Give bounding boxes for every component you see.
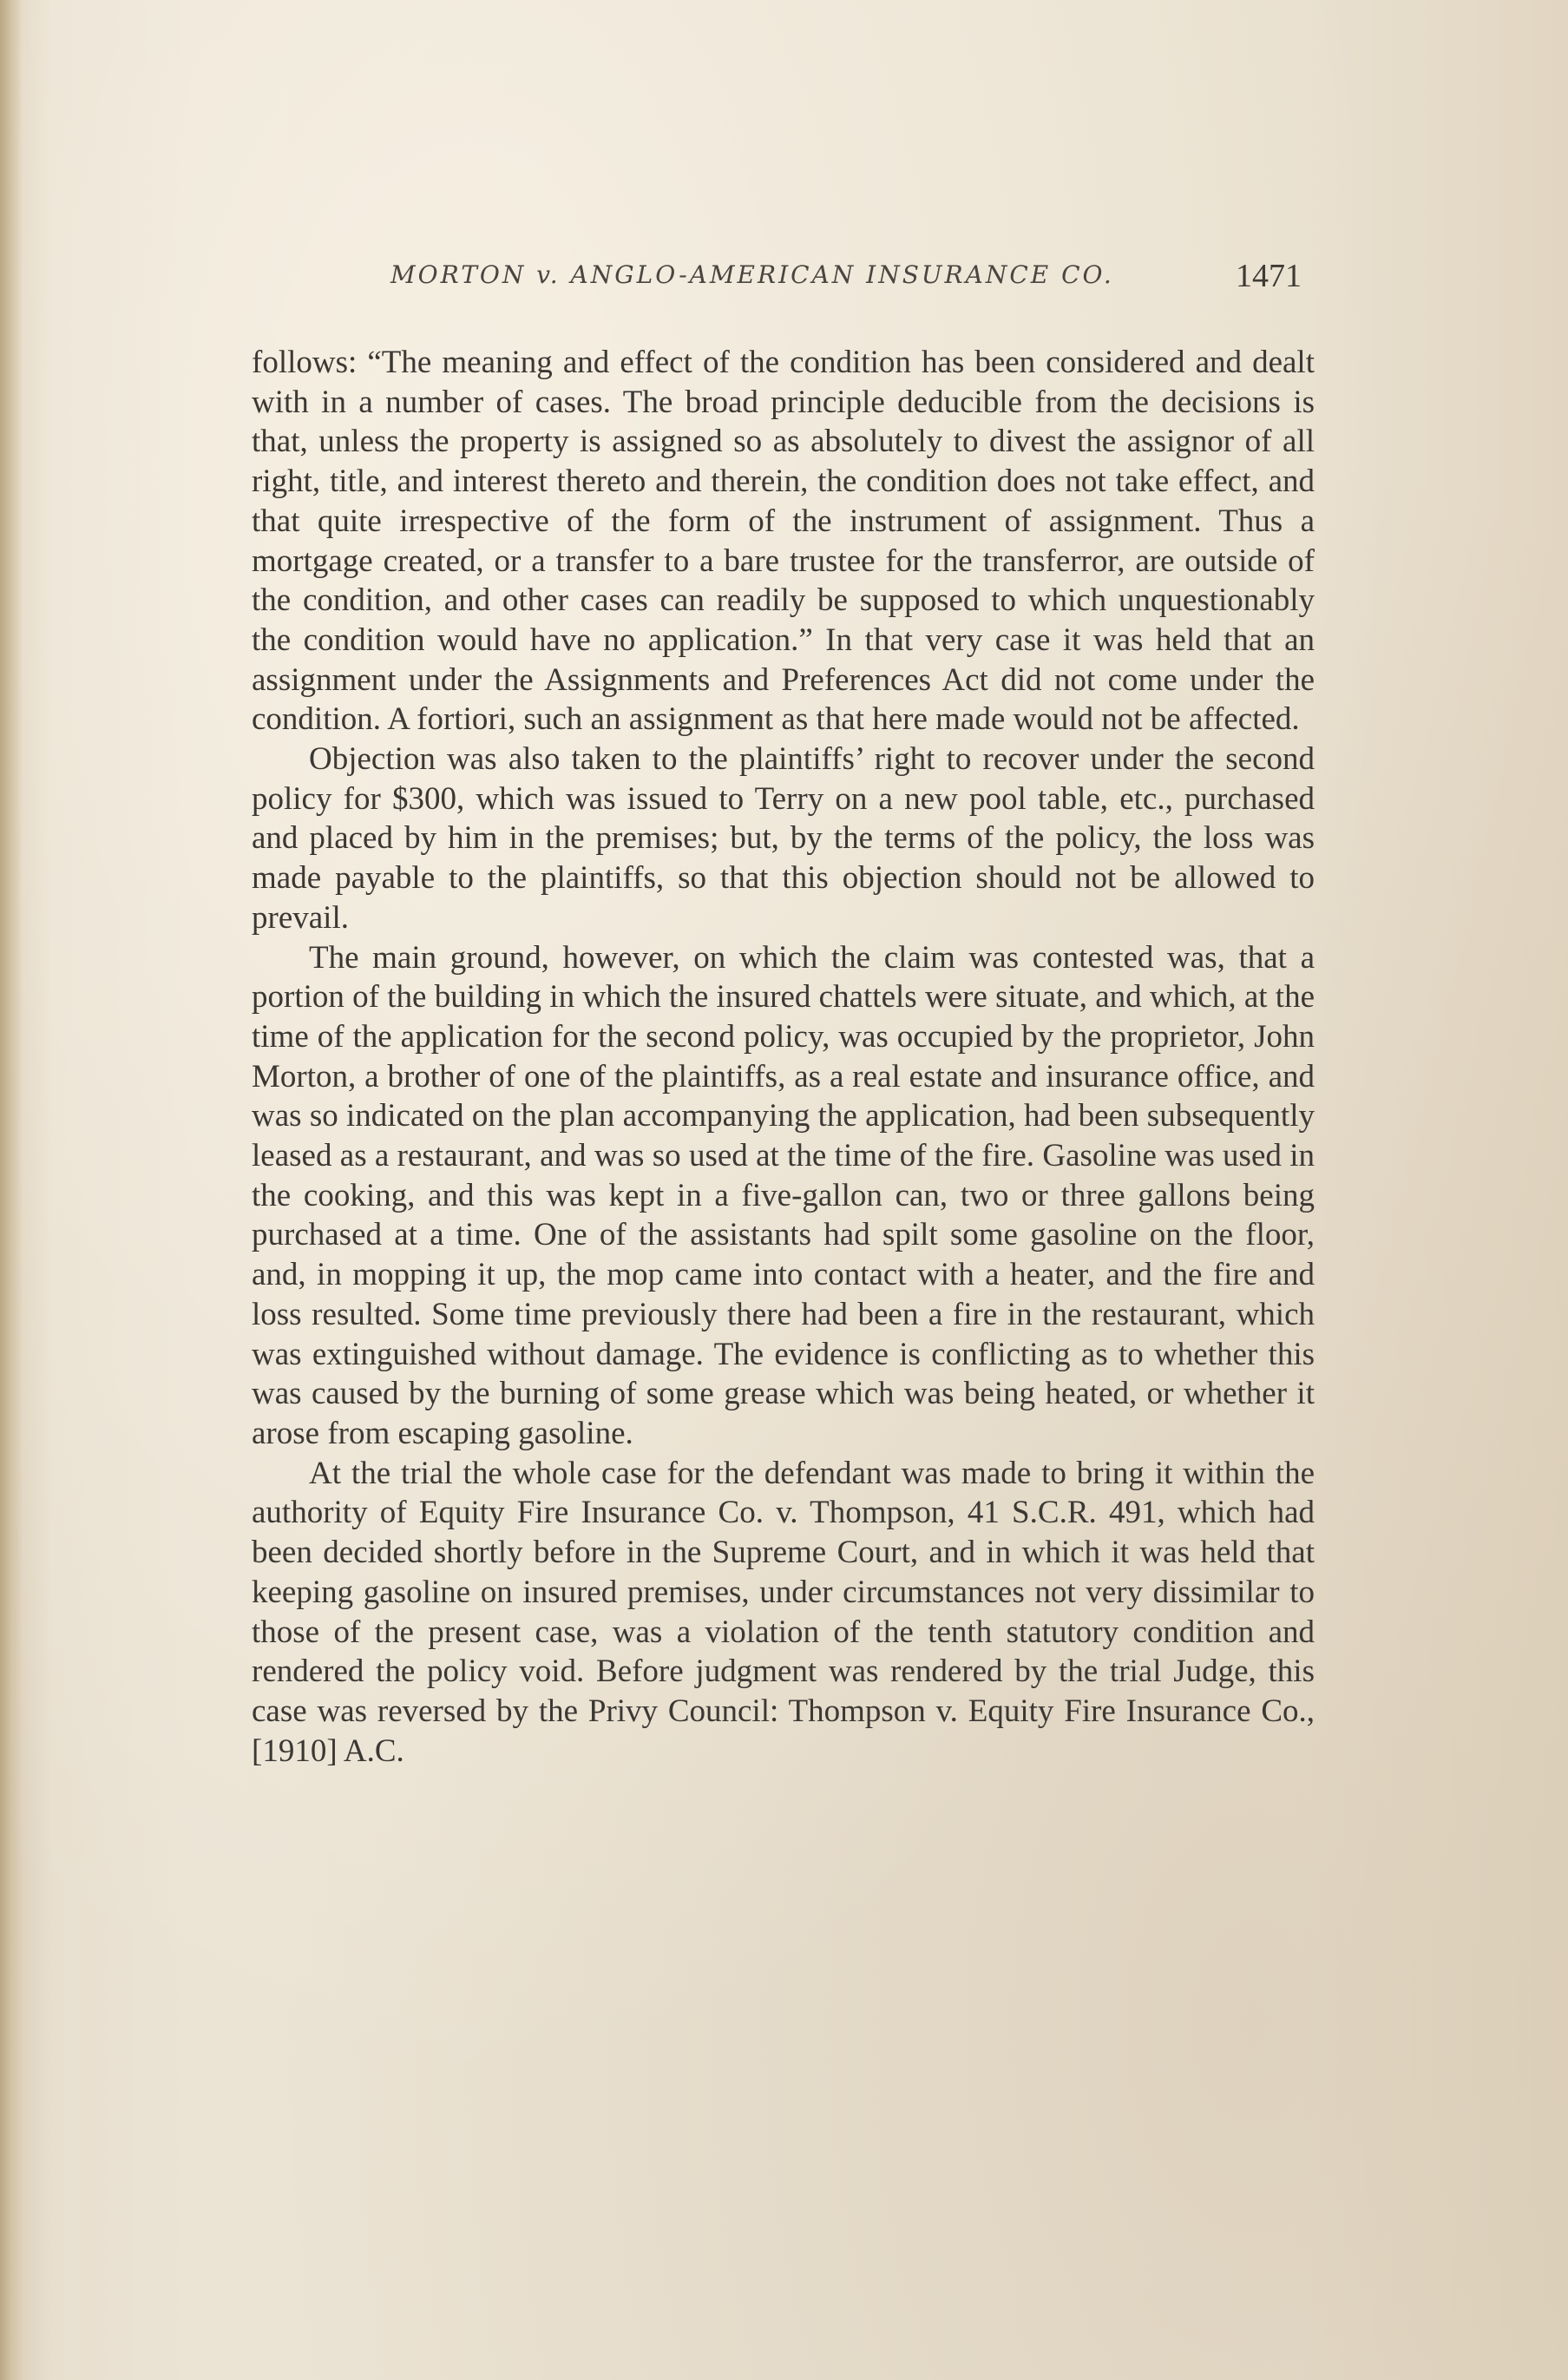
paragraph-4: At the trial the whole case for the defendant was made to bring it within the authority of Equity Fire Insurance Co. v. Thompson, 41 S.C.R. 491, which had been decided shortly before in the Supreme Court, and in which it was held that keeping gasoline on insured premises, under circumstances not very dissimilar to those of the present case, was a violation of the tenth statutory condition and rendered the policy void. Before judgment was rendered by the trial Judge, this case was reversed by the Privy Council: Thompson v. Equity Fire Insurance Co., [1910] A.C. (252, 1455, 1315, 1769)
running-title: MORTON v. ANGLO-AMERICAN INSURANCE CO. (390, 260, 1114, 289)
paragraph-1: follows: “The meaning and effect of the condition has been considered and dealt with in a number of cases. The broad principle deducible from the decisions is that, unless the property is assigned so as absolutely to divest the assignor of all right, title, and interest thereto and therein, the condition does not take effect, and that quite irrespective of the form of the instrument of assignment. Thus a mortgage created, or a transfer to a bare trustee for the transferror, are outside of the condition, and other cases can readily be supposed to which unquestionably the condition would have no application.” In that very case it was held that an assignment under the Assignments and Preferences Act did not come under the condition. A fortiori, such an assignment as that here made would not be affected. (252, 345, 1315, 738)
paragraph-2: Objection was also taken to the plaintiffs’ right to recover under the second policy for $300, which was issued to Terry on a new pool table, etc., purchased and placed by him in the premises; but, by the terms of the policy, the loss was made payable to the plaintiffs, so that this objection should not be allowed to prevail. (252, 741, 1315, 936)
paragraph-3: The main ground, however, on which the claim was contested was, that a portion of the building in which the insured chattels were situate, and which, at the time of the application for the second policy, was occupied by the proprietor, John Morton, a brother of one of the plaintiffs, as a real estate and insurance office, and was so indicated on the plan accompanying the application, had been subsequently leased as a restaurant, and was so used at the time of the fire. Gasoline was used in the cooking, and this was kept in a five-gallon can, two or three gallons being purchased at a time. One of the assistants had spilt some gasoline on the floor, and, in mopping it up, the mop came into contact with a heater, and the fire and loss resulted. Some time previously there had been a fire in the restaurant, which was extinguished without damage. The evidence is conflicting as to whether this was caused by the burning of some grease which was being heated, or whether it arose from escaping gasoline. (252, 939, 1315, 1451)
binding-edge (0, 0, 23, 2380)
page-header (252, 260, 1302, 304)
body-text (252, 343, 1315, 1771)
page-number: 1471 (1236, 258, 1302, 294)
